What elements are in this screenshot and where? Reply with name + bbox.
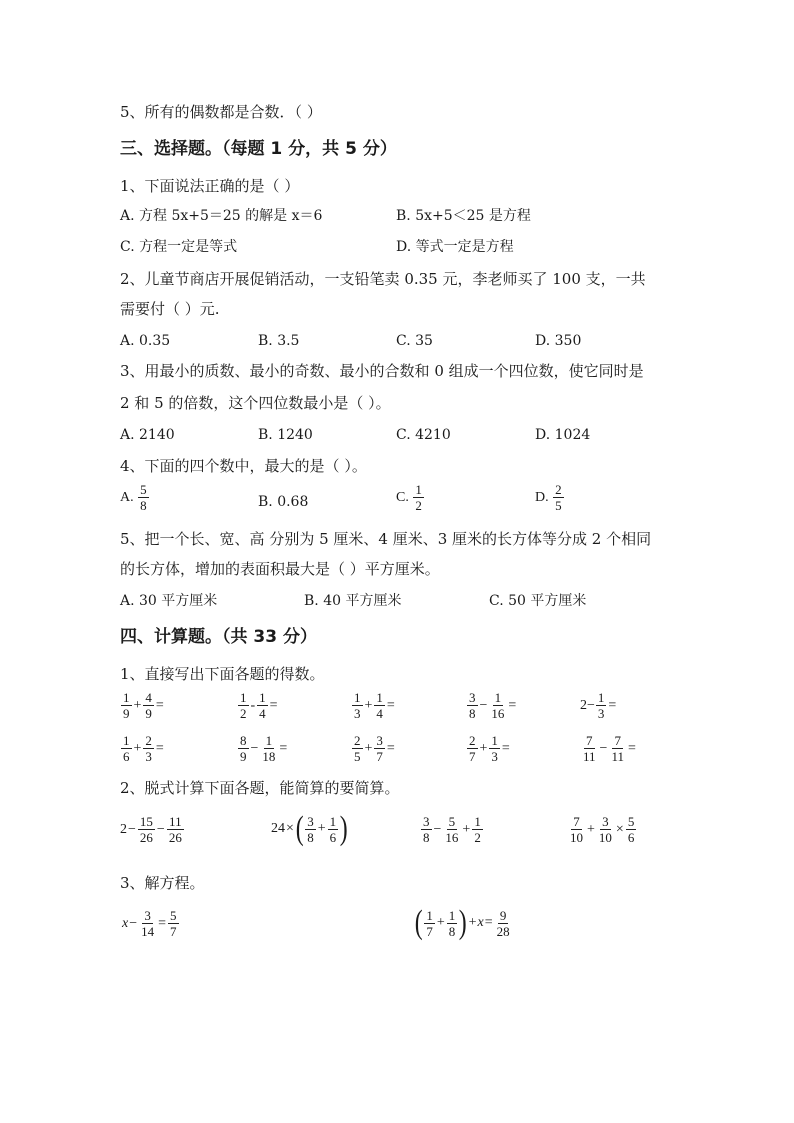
q4-option-b: B. 0.68 (258, 494, 309, 510)
calc-part1-instruction: 1、直接写出下面各题的得数。 (120, 665, 325, 683)
fraction: $\frac{7}{10}$ (570, 814, 583, 845)
fraction: $\frac{15}{26}$ (139, 814, 153, 845)
q3-option-d: D. 1024 (535, 427, 591, 443)
fraction: $\frac{3}{10}$ (598, 814, 612, 845)
fraction: $\frac{1}{4}$ (376, 690, 383, 721)
fraction: $\frac{3}{8}$ (423, 814, 430, 845)
operator: + (479, 740, 488, 756)
q2-option-c: C. 35 (396, 333, 433, 349)
fraction: $\frac{11}{26}$ (168, 814, 182, 845)
q4-stem: 4、下面的四个数中，最大的是（ ）。 (120, 457, 367, 475)
direct-calc-item (466, 690, 517, 721)
fraction: $\frac{1}{18}$ (262, 733, 276, 764)
equals-sign: = (484, 915, 493, 930)
equation-2 (414, 906, 513, 940)
fraction: $\frac{7}{11}$ (583, 733, 596, 764)
fraction: $\frac{5}{16}$ (445, 814, 459, 845)
direct-calc-item (580, 690, 617, 721)
direct-calc-item (120, 733, 165, 764)
minus-sign: − (128, 821, 136, 837)
fraction: $\frac{8}{9}$ (240, 733, 247, 764)
q1-option-d: D. 等式一定是方程 (396, 239, 514, 255)
operator: + (364, 697, 373, 713)
equals-sign: = (155, 697, 164, 713)
plus-sign: + (468, 915, 477, 930)
plus-sign: + (436, 915, 445, 930)
whole-number: 24 (271, 821, 285, 836)
q2-stem-line2: 需要付（ ）元. (120, 300, 220, 318)
direct-calc-item (580, 733, 637, 764)
q5-option-c: C. 50 平方厘米 (489, 593, 587, 609)
left-paren: ( (414, 904, 423, 941)
equals-sign: = (608, 697, 617, 713)
equation-1 (122, 908, 180, 939)
fraction: $\frac{1}{8}$ (448, 907, 456, 939)
section3-title: 三、选择题。（每题 1 分，共 5 分） (120, 139, 397, 159)
q3-stem-line2: 2 和 5 的倍数，这个四位数最小是（ ）。 (120, 394, 391, 412)
whole-number: 2− (580, 697, 595, 713)
fraction: $\frac{1}{2}$ (240, 690, 247, 721)
q5-option-a: A. 30 平方厘米 (120, 593, 218, 609)
section4-title: 四、计算题。（共 33 分） (120, 627, 317, 647)
q2-option-b: B. 3.5 (258, 333, 300, 349)
equals-sign: = (386, 697, 395, 713)
q1-option-b: B. 5x+5＜25 是方程 (396, 208, 531, 224)
fraction: $\frac{1}{16}$ (491, 690, 505, 721)
direct-calc-item (237, 733, 288, 764)
q4-option-d (535, 482, 565, 513)
calc-part3-instruction: 3、解方程。 (120, 874, 205, 892)
fraction: $\frac{1}{3}$ (491, 733, 498, 764)
q1-stem: 1、下面说法正确的是（ ） (120, 177, 300, 195)
fraction: $\frac{5}{7}$ (170, 908, 177, 939)
fraction: $\frac{5}{8}$ (140, 482, 147, 513)
variable-x: x (477, 915, 484, 930)
fraction: $\frac{9}{28}$ (496, 907, 510, 939)
times-sign: × (615, 821, 624, 837)
equals-sign: = (155, 740, 164, 756)
option-label: A. (120, 489, 134, 505)
option-label: D. (535, 489, 549, 505)
q2-option-a: A. 0.35 (120, 333, 171, 349)
q2-option-d: D. 350 (535, 333, 582, 349)
operator: + (364, 740, 373, 756)
fraction: $\frac{1}{6}$ (329, 813, 337, 845)
right-paren: ) (339, 810, 348, 847)
minus-sign: − (129, 915, 138, 931)
operator: + (133, 740, 142, 756)
fraction: $\frac{1}{2}$ (415, 482, 422, 513)
fraction: $\frac{3}{8}$ (307, 813, 314, 845)
direct-calc-item (351, 733, 396, 764)
option-label: C. (396, 489, 409, 505)
direct-calc-item (351, 690, 396, 721)
equals-sign: = (269, 697, 278, 713)
fraction: $\frac{1}{6}$ (123, 733, 130, 764)
operator: + (133, 697, 142, 713)
direct-calc-item (466, 733, 511, 764)
q5-stem-line1: 5、把一个长、宽、高 分别为 5 厘米、4 厘米、3 厘米的长方体等分成 2 个相同 (120, 530, 652, 548)
tf-item-5: 5、所有的偶数都是合数．（ ） (120, 103, 322, 121)
step-calc-4 (567, 814, 637, 845)
times-sign: × (286, 821, 294, 836)
step-calc-3 (420, 814, 484, 845)
fraction: $\frac{1}{3}$ (354, 690, 361, 721)
q3-option-c: C. 4210 (396, 427, 451, 443)
q1-option-a: A. 方程 5x+5＝25 的解是 x＝6 (120, 208, 323, 224)
q5-stem-line2: 的长方体，增加的表面积最大是（ ）平方厘米。 (120, 560, 440, 578)
direct-calc-item (120, 690, 165, 721)
fraction: $\frac{5}{6}$ (627, 814, 635, 845)
fraction: $\frac{2}{5}$ (555, 482, 562, 513)
equals-sign: = (627, 740, 636, 756)
plus-sign: + (462, 821, 471, 837)
equals-sign: = (508, 697, 517, 713)
operator: − (479, 697, 488, 713)
fraction: $\frac{3}{14}$ (141, 908, 155, 939)
minus-sign: − (433, 821, 442, 837)
q4-option-c (396, 482, 425, 513)
plus-sign: + (317, 821, 326, 836)
direct-calc-item (237, 690, 279, 721)
fraction: $\frac{1}{9}$ (123, 690, 130, 721)
fraction: $\frac{1}{4}$ (259, 690, 266, 721)
q3-option-a: A. 2140 (120, 427, 175, 443)
operator: - (250, 697, 256, 713)
step-calc-1 (120, 814, 185, 845)
fraction: $\frac{1}{2}$ (474, 814, 481, 845)
q3-stem-line1: 3、用最小的质数、最小的奇数、最小的合数和 0 组成一个四位数，使它同时是 (120, 362, 644, 380)
q4-option-a (120, 482, 150, 513)
operator: − (250, 740, 259, 756)
minus-sign: − (156, 821, 165, 837)
equals-sign: = (158, 915, 167, 931)
fraction: $\frac{3}{7}$ (376, 733, 383, 764)
calc-part2-instruction: 2、脱式计算下面各题，能简算的要简算。 (120, 779, 400, 797)
equals-sign: = (501, 740, 510, 756)
fraction: $\frac{1}{3}$ (597, 690, 605, 721)
equals-sign: = (279, 740, 288, 756)
equals-sign: = (386, 740, 395, 756)
variable-x: x (122, 915, 129, 931)
left-paren: ( (295, 810, 304, 847)
fraction: $\frac{4}{9}$ (145, 690, 152, 721)
operator: − (599, 740, 608, 756)
fraction: $\frac{2}{7}$ (469, 733, 476, 764)
whole-number: 2 (120, 821, 127, 837)
q3-option-b: B. 1240 (258, 427, 313, 443)
q2-stem-line1: 2、儿童节商店开展促销活动，一支铅笔卖 0.35 元，李老师买了 100 支，一共 (120, 270, 646, 288)
plus-sign: + (587, 821, 595, 837)
fraction: $\frac{2}{3}$ (145, 733, 152, 764)
q1-option-c: C. 方程一定是等式 (120, 239, 238, 255)
fraction: $\frac{7}{11}$ (611, 733, 624, 764)
right-paren: ) (458, 904, 467, 941)
step-calc-2 (271, 812, 348, 846)
fraction: $\frac{3}{8}$ (469, 690, 476, 721)
fraction: $\frac{1}{7}$ (426, 907, 433, 939)
fraction: $\frac{2}{5}$ (354, 733, 361, 764)
q5-option-b: B. 40 平方厘米 (304, 593, 402, 609)
